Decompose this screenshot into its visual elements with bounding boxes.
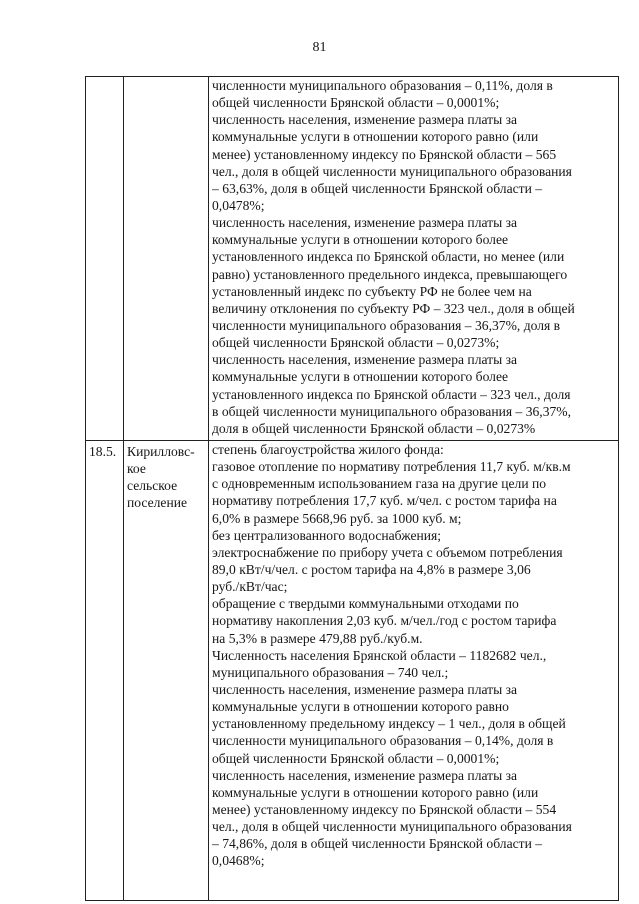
text-line: общей численности Брянской области – 0,0001%; <box>212 750 500 766</box>
text-line: коммунальные услуги в отношении которого более <box>212 232 509 248</box>
text-line: чел., доля в общей численности муниципального образования <box>212 163 572 179</box>
text-line: 89,0 кВт/ч/чел. с ростом тарифа на 4,8% в размере 3,06 <box>212 561 531 577</box>
text-line: коммунальные услуги в отношении которого равно (или <box>212 129 539 145</box>
text-line: общей численности Брянской области – 0,0001%; <box>212 95 500 111</box>
text-line: численности муниципального образования – 36,37%, доля в <box>212 317 561 333</box>
municipality-name-cell <box>124 441 209 901</box>
name-lines <box>127 443 205 512</box>
text-line: 6,0% в размере 5668,96 руб. за 1000 куб. м; <box>212 510 462 526</box>
text-line: численность населения, изменение размера платы за <box>212 215 518 231</box>
text-line: коммунальные услуги в отношении которого более <box>212 369 509 385</box>
page-number: 81 <box>312 40 327 55</box>
text-line: равно) установленного предельного индекса, превышающего <box>212 266 568 282</box>
text-line: величину отклонения по субъекту РФ – 323 чел., доля в общей <box>212 300 575 316</box>
text-line: обращение с твердыми коммунальными отходами по <box>212 596 519 612</box>
content-lines <box>212 441 617 870</box>
municipality-name-cell <box>124 77 209 441</box>
text-line: Численность населения Брянской области – 1182682 чел., <box>212 647 547 663</box>
row-number-cell <box>86 77 124 441</box>
text-line: менее) установленному индексу по Брянской области – 554 <box>212 801 557 817</box>
text-line: численности муниципального образования – 0,14%, доля в <box>212 733 554 749</box>
text-line: 0,0478%; <box>212 197 265 213</box>
row-content-cell <box>209 441 619 901</box>
row-number-cell: 18.5. <box>86 441 124 901</box>
text-line: электроснабжение по прибору учета с объемом потребления <box>212 544 563 560</box>
row-content-cell <box>209 77 619 441</box>
text-line: с одновременным использованием газа на другие цели по <box>212 476 547 492</box>
document-table <box>85 76 618 900</box>
text-line: Кирилловс- <box>127 444 195 459</box>
text-line: численности муниципального образования – 0,11%, доля в <box>212 78 553 93</box>
text-line: 0,0468%; <box>212 853 265 869</box>
text-line: установленный индекс по субъекту РФ не более чем на <box>212 283 532 299</box>
text-line: сельское <box>127 478 178 494</box>
text-line: руб./кВт/час; <box>212 579 288 595</box>
text-line: численность населения, изменение размера платы за <box>212 681 518 697</box>
text-line: газовое отопление по нормативу потребления 11,7 куб. м/кв.м <box>212 459 571 475</box>
text-line: в общей численности муниципального образования – 36,37%, <box>212 403 572 419</box>
text-line: чел., доля в общей численности муниципального образования <box>212 819 572 835</box>
text-line: численность населения, изменение размера платы за <box>212 112 518 128</box>
text-line: установленного индекса по Брянской области, но менее (или <box>212 249 565 265</box>
table-row <box>86 441 619 901</box>
table-row <box>86 77 619 441</box>
text-line: менее) установленному индексу по Брянской области – 565 <box>212 146 557 162</box>
text-line: муниципального образования – 740 чел.; <box>212 664 449 680</box>
text-line: поселение <box>127 495 188 511</box>
text-line: степень благоустройства жилого фонда: <box>212 442 444 457</box>
text-line: на 5,3% в размере 479,88 руб./куб.м. <box>212 630 423 646</box>
content-lines <box>212 77 617 437</box>
text-line: установленному предельному индексу – 1 чел., доля в общей <box>212 716 566 732</box>
text-line: доля в общей численности Брянской области – 0,0273% <box>212 420 536 436</box>
text-line: численность населения, изменение размера платы за <box>212 352 518 368</box>
text-line: кое <box>127 461 146 477</box>
text-line: – 74,86%, доля в общей численности Брянской области – <box>212 836 543 852</box>
text-line: нормативу потребления 17,7 куб. м/чел. с ростом тарифа на <box>212 493 557 509</box>
text-line: общей численности Брянской области – 0,0273%; <box>212 335 500 351</box>
text-line: без централизованного водоснабжения; <box>212 527 442 543</box>
text-line: – 63,63%, доля в общей численности Брянской области – <box>212 180 543 196</box>
utility-table <box>85 76 619 901</box>
text-line: установленного индекса по Брянской области – 323 чел., доля <box>212 386 571 402</box>
text-line: численность населения, изменение размера платы за <box>212 767 518 783</box>
text-line: коммунальные услуги в отношении которого равно <box>212 699 509 715</box>
text-line: нормативу накопления 2,03 куб. м/чел./год с ростом тарифа <box>212 613 557 629</box>
text-line: коммунальные услуги в отношении которого равно (или <box>212 784 539 800</box>
